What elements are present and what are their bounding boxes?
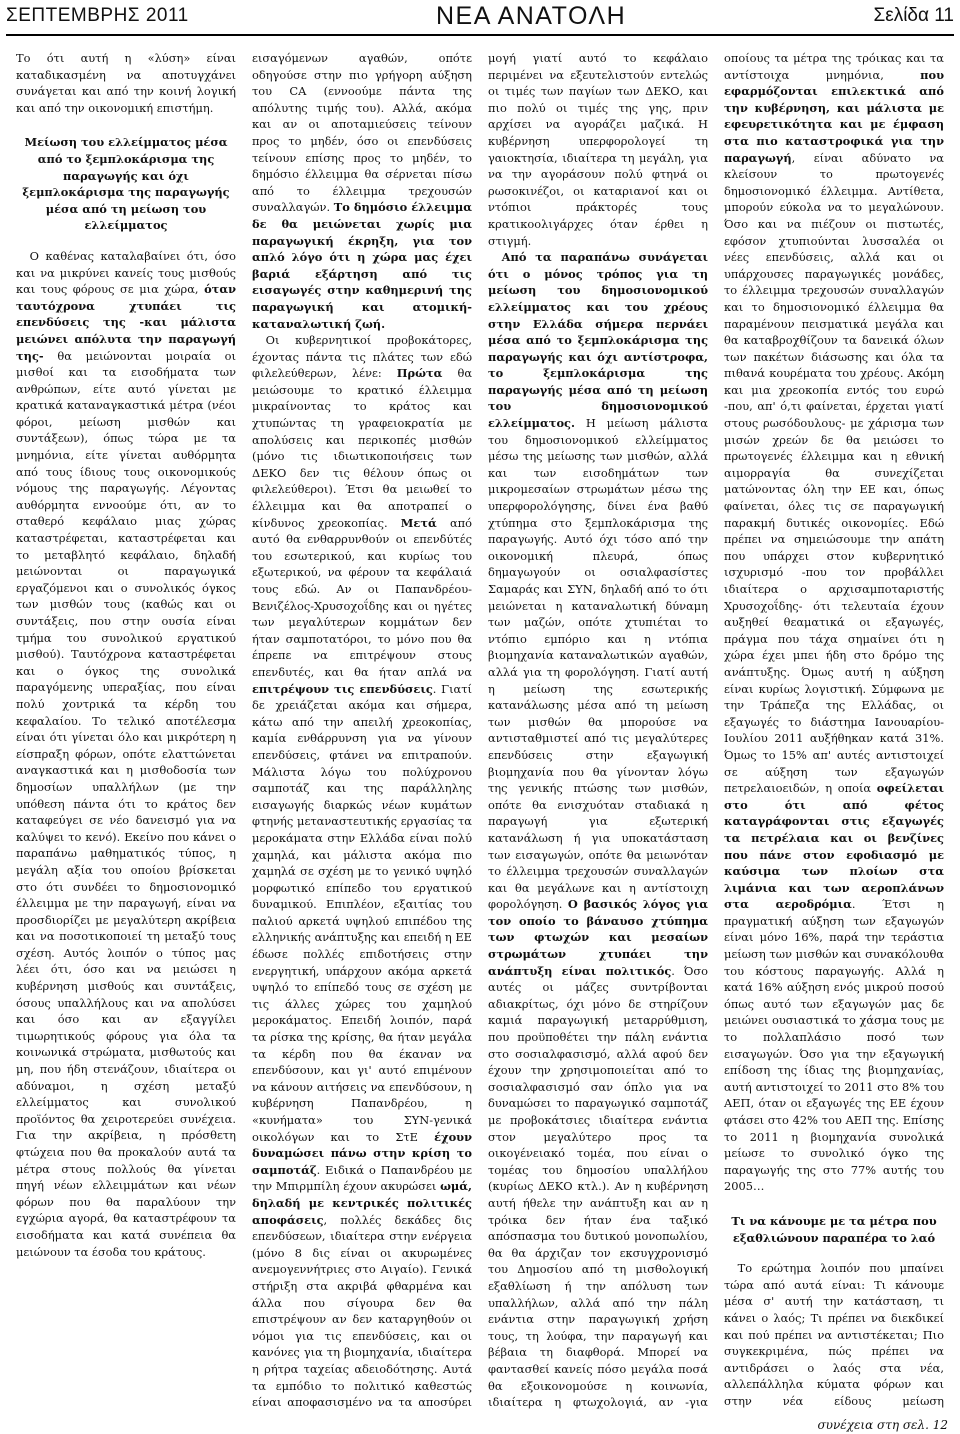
- bold-text: όταν ταυτόχρονα χτυπάει τις επενδύσεις της -και μάλιστα μειώνει απόλυτα την παραγωγή της-: [16, 282, 236, 363]
- bold-text: Το δημόσιο έλλειμμα δε θα μειώνεται χωρίς μια παραγωγική έκρηξη, για τον απλό λόγο ότι η χώρα μας έχει βαριά εξάρτηση από τις εισαγωγές στην καθημερινή της παραγωγική και ατομική-καταναλωτική ζωή.: [252, 200, 472, 331]
- bold-text: Μετά: [400, 515, 437, 530]
- page-header: [6, 0, 954, 32]
- bold-text: που εφαρμόζονται επιλεκτικά από την κυβέρνηση, και μάλιστα με εφευρετικότητα και με έμφαση στα πιο καταστροφικά για την παραγωγή: [724, 67, 944, 165]
- bold-text: ωμά, δηλαδή με κεντρικές πολιτικές αποφάσεις: [252, 1179, 472, 1227]
- newspaper-title: ΝΕΑ ΑΝΑΤΟΛΗ: [435, 1, 627, 30]
- bold-text: έχουν δυναμώσει πάνω στην κρίση το σαμποτάζ: [252, 1129, 472, 1177]
- bold-text: Πρώτα: [396, 366, 443, 381]
- section-heading: Μείωση του ελλείμματος μέσα από το ξεμπλοκάρισμα της παραγωγής και όχι ξεμπλοκάρισμα της παραγωγής μέσα από τη μείωση του ελλείμματος: [22, 135, 230, 233]
- bold-text: Ο βασικός λόγος για τον οποίο το βάναυσο χτύπημα των φτωχών και μεσαίων στρωμάτων χτυπάει την ανάπτυξη είναι πολιτικός: [488, 897, 708, 978]
- column-1: [8, 50, 244, 1412]
- page-number: Σελίδα 11: [873, 5, 954, 26]
- bold-text: οφείλεται στο ότι από φέτος καταγράφονται στις εξαγωγές τα πετρέλαια και οι βενζίνες που πάνε στον εφοδιασμό με καύσιμα των πλοίων στα λιμάνια και των αεροπλάνων στα αεροδρόμια: [724, 781, 944, 912]
- paragraph: εισαγόμενων αγαθών, οπότε οδηγούσε στην πιο γρήγορη αύξηση του CA (εννοούμε πάντα της απόλυτης τιμής του). Αλλά, ακόμα και αν οι αποταμιεύσεις τείνουν προς το μηδέν, όσο οι επενδύσεις τείνουν επίσης προς το μηδέν, το δημόσιο έλλειμμα θα σέρνεται πίσω από το έλλειμμα τρεχουσών συναλλαγών. Το δημόσιο έλλειμμα δε θα μειώνεται χωρίς μια παραγωγική έκρηξη, για τον απλό λόγο ότι η χώρα μας έχει βαριά εξάρτηση από τις εισαγωγές στην καθημερινή της παραγωγική και ατομική-καταναλωτική ζωή.: [252, 51, 472, 331]
- paragraph: Το ότι αυτή η «λύση» είναι καταδικασμένη να αποτυγχάνει συνάγεται και από την κοινή λογική και από την οικονομική επιστήμη.: [16, 51, 236, 115]
- continued-note: συνέχεια στη σελ. 12: [817, 1418, 948, 1432]
- header-rule: [6, 34, 954, 36]
- issue-date: ΣΕΠΤΕΜΒΡΗΣ 2011: [6, 5, 189, 26]
- article-body: [8, 50, 952, 1412]
- paragraph: οποίους τα μέτρα της τρόικας και τα αντίστοιχα μνημόνια, που εφαρμόζονται επιλεκτικά από την κυβέρνηση, και μάλιστα με εφευρετικότητα και με έμφαση στα πιο καταστροφικά για την παραγωγή, είναι αδύνατο να κλείσουν το πρωτογενές δημοσιονομικό έλλειμμα. Αντίθετα, μπορούν εύκολα να το μεγαλώνουν. Όσο και να πιέζουν οι πιστωτές, εφόσον χτυπιούνται λυσσαλέα οι νέες επενδύσεις, αλλά και οι υπάρχουσες παραγωγικές μονάδες, το έλλειμμα τρεχουσών συναλλαγών και το δημοσιονομικό έλλειμμα θα παραμένουν πεισματικά μεγάλα και θα καταβροχθίζουν τα δανεικά όλων των πακέτων διάσωσης και όλα τα πιθανά κουρέματα του χρέους. Ακόμη και μια χρεοκοπία εντός του ευρώ -που, απ' ό,τι φαίνεται, έρχεται γιατί στους ρωσόδουλους- με χάρισμα των μισών χρεών δε θα μειώσει το πρωτογενές έλλειμμα και η εθνική αιμορραγία θα συνεχίζεται ματώνοντας όλη την ΕΕ και, όπως φαίνεται, όλες τις σε παραγωγική παρακμή δυτικές οικονομίες. Εδώ πρέπει να σημειώσουμε την απάτη που υπάρχει στον κυβερνητικό ισχυρισμό -που τον προβάλλει ιδιαίτερα ο αρχισαμποταριστής Χρυσοχοΐδης- ότι τελευταία έχουν αυξηθεί θεαματικά οι εξαγωγές, πράγμα που τάχα σημαίνει ότι η χώρα έχει μπει ήδη στο δρόμο της ανάπτυξης. Όμως αυτή η αύξηση είναι κυρίως λογιστική. Σύμφωνα με την Τράπεζα της Ελλάδας, οι εξαγωγές το διάστημα Ιανουαρίου-Ιουλίου 2011 αυξήθηκαν κατά 31%. Όμως το 15% απ' αυτές αντιστοιχεί σε αύξηση των εξαγωγών πετρελαιοειδών, η οποία οφείλεται στο ότι από φέτος καταγράφονται στις εξαγωγές τα πετρέλαια και οι βενζίνες που πάνε στον εφοδιασμό με καύσιμα των πλοίων στα λιμάνια και των αεροπλάνων στα αεροδρόμια. Έτσι η πραγματική αύξηση των εξαγωγών είναι μόνο 16%, παρά την τεράστια μείωση των μισθών και συνακόλουθα του κόστους παραγωγής. Αλλά η κατά 16% αύξηση ενός μικρού ποσού όπως αυτό των εξαγωγών μας δε μειώνει ουσιαστικά το χάσμα τους με το πολλαπλάσιο ποσό των εισαγωγών. Όσο για την εξαγωγική επίδοση της ίδιας της βιομηχανίας, αυτή αντιστοιχεί το 2011 στο 8% του ΑΕΠ, όταν οι εξαγωγές της ΕΕ έχουν φτάσει στο 42% του ΑΕΠ της. Επίσης το 2011 η βιομηχανία συνολικά μείωσε το συνολικό όγκο της παραγωγής της στο 77% αυτής του 2005…: [724, 51, 945, 1194]
- bold-text: επιτρέψουν τις επενδύσεις: [252, 681, 433, 696]
- paragraph: Ο καθένας καταλαβαίνει ότι, όσο και να μικρύνει κανείς τους μισθούς και τους φόρους σε μια χώρα, όταν ταυτόχρονα χτυπάει τις επενδύσεις της -και μάλιστα μειώνει απόλυτα την παραγωγή της- θα μειώνονται μοιραία οι μισθοί και τα εισοδήματα των ανθρώπων, είτε αυτό γίνεται με κρατικά καταναγκαστικά μέτρα (νέοι φόροι, μείωση μισθών και συντάξεων), όπως τώρα με τα μνημόνια, είτε γίνεται αυθόρμητα από τους ίδιους τους οικονομικούς νόμους της παραγωγής. Λέγοντας αυθόρμητα εννοούμε ότι, αν το σταθερό κεφάλαιο μιας χώρας καταστρέφεται, καταστρέφεται και το μεταβλητό κεφάλαιο, δηλαδή μειώνονται οι παραγωγικά εργαζόμενοι και ο συνολικός όγκος των μισθών τους (καθώς και οι συντάξεις, που στην ουσία είναι τμήμα του συνολικού εργατικού μισθού). Ταυτόχρονα καταστρέφεται και ο όγκος της συνολικά παραγόμενης υπεραξίας, που είναι πολύ χοντρικά τα κέρδη του κεφαλαίου. Το τελικό αποτέλεσμα είναι ότι γίνεται όλο και μικρότερη η είσπραξη φόρων, οπότε ελαττώνεται αναγκαστικά και η μισθοδοσία των δημοσίων υπαλλήλων (με την υπόθεση πάντα ότι το κράτος δεν καταφεύγει σε νέο δανεισμό για να καλύψει το κενό). Εκείνο που κάνει ο παραπάνω μαθηματικός τύπος, η μεγάλη αξία του οποίου βρίσκεται στο ότι συνδέει το δημοσιονομικό έλλειμμα με την παραγωγή, είναι να προσδιορίζει με μεγαλύτερη ακρίβεια και να ποσοτικοποιεί τη μεταξύ τους σχέση. Αυτός λοιπόν ο τύπος μας λέει ότι, όσο και να μειώσει η κυβέρνηση μισθούς και συντάξεις, όσους υπαλλήλους και να απολύσει και όσο και αν εξαγγίλει τιμωρητικούς φόρους για όλα τα κοινωνικά στρώματα, μισθωτούς και μη, που ήδη στενάζουν, ιδιαίτερα οι αδύναμοι, η σχέση μεταξύ ελλείμματος και συνολικού προϊόντος θα χειροτερεύει συνέχεια. Για την ακρίβεια, η πρόσθετη φτώχεια που θα προκαλούν αυτά τα μέτρα στους πολλούς θα γίνεται πηγή νέων ελλειμμάτων και νέων φόρων που θα παραλύουν την εγχώρια αγορά, θα καταστρέφουν τα εισοδήματα και κατά συνέπεια θα μειώνουν τα έσοδα του κράτους.: [16, 248, 236, 1259]
- column-2: [244, 50, 480, 1412]
- paragraph: Το ερώτημα λοιπόν που μπαίνει τώρα από αυτά είναι: Τι κάνουμε μέσα σ' αυτή την κατάσταση, τι κάνει ο λαός; Τι πρέπει να διεκδικεί και πού πρέπει να αντιστέκεται; Πιο συγκεκριμένα, πώς πρέπει να αντιδράσει ο λαός στα νέα, αλλεπάλληλα κύματα φόρων και στην νέα είδους μείωση: [724, 1261, 944, 1408]
- paragraph: Από τα παραπάνω συνάγεται ότι ο μόνος τρόπος για τη μείωση του δημοσιονομικού ελλείμματος και του χρέους στην Ελλάδα σήμερα περνάει μέσα από το ξεμπλοκάρισμα της παραγωγής και όχι αντίστροφα, το ξεμπλοκάρισμα της παραγωγής μέσα από τη μείωση του δημοσιονομικού ελλείμματος. Η μείωση μάλιστα του δημοσιονομικού ελλείμματος μέσω της μείωσης των μισθών, αλλά και των εισοδημάτων των μικρομεσαίων στρωμάτων μέσω της υπερφορολόγησης, δίνει ένα βαθύ χτύπημα στο ξεμπλοκάρισμα της παραγωγής. Αυτό όχι τόσο από την οικονομική πλευρά, όπως δημαγωγούν οι οσιαλφασίστες Σαμαράς και ΣΥΝ, δηλαδή από το ότι μειώνεται η καταναλωτική δύναμη των μαζών, οπότε χτυπιέται το ντόπιο εμπόριο και η ντόπια βιομηχανία καταναλωτικών αγαθών, αλλά για τη φορολόγηση. Γιατί αυτή η μείωση της εσωτερικής κατανάλωσης μέσα από τη μείωση των μισθών θα μπορούσε να αντισταθμιστεί από τις μεγαλύτερες επενδύσεις στην εξαγωγική βιομηχανία που θα γίνονταν λόγω της γενικής πτώσης των μισθών, οπότε θα ενισχυόταν σταδιακά η παραγωγή για εξωτερική κατανάλωση ή για υποκατάσταση των εισαγωγών, οπότε θα μειωνόταν το έλλειμμα τρεχουσών συναλλαγών και θα μεγάλωνε και η αντίστοιχη φορολόγηση. Ο βασικός λόγος για τον οποίο το βάναυσο χτύπημα των φτωχών και μεσαίων στρωμάτων χτυπάει την ανάπτυξη είναι πολιτικός. Όσο αυτές οι μάζες συντρίβονται αδιακρίτως, όχι μόνο δε στηρίζουν καμιά παραγωγική μεταρρύθμιση, που προϋποθέτει την πάλη ενάντια στο σοσιαλφασισμό, αλλά αφού δεν έχουν την χρησιμοποιείται από το σοσιαλφασισμό σαν όπλο για να δυναμώσει το παραγωγικό σαμποτάζ με προβοκάτσιες ιδιαίτερα ενάντια στον μεγαλύτερο προς τα οικογένειακό τομέα, που είναι ο τομέας του δημοσίου υπαλλήλου (κυρίως ΔΕΚΟ κτλ.). Αν η κυβέρνηση αυτή ήθελε την ανάπτυξη και αν η τρόικα δεν ήταν ένα ταξικό απόσπασμα του δυτικού μονοπωλίου, θα θα άρχιζαν τον εκσυγχρονισμό του Δημοσίου από τη μισθολογική εξαθλίωση ή την απόλυση των υπαλλήλων, αλλά από την πάλη ενάντια στην παραγωγική χρήση τους, τη λούφα, την παραγωγή και βέβαια τη διαφθορά. Μπορεί να φαντασθεί κανείς πόσο μεγάλα ποσά θα εξοικονομούσε η κοινωνία, ιδιαίτερα η φτωχολογιά, αν -για: [488, 250, 708, 1410]
- paragraph: μογή γιατί αυτό το κεφάλαιο περιμένει να εξευτελιστούν εντελώς οι τιμές των παγίων των ΔΕΚΟ, και πιο πολύ οι τιμές της γης, πριν αρχίσει να αγοράζει μαζικά. Η κυβέρνηση υπερφορολογεί τη γαιοκτησία, ιδιαίτερα τη μεγάλη, για να την αγοράσουν πολύ φτηνά οι ρωσοκινέζοι, οι καταριανοί και οι ντόπιοι πράκτορές τους κρατικοολιγάρχες όταν έρθει η στιγμή.: [488, 51, 708, 248]
- column-3: [480, 50, 716, 1412]
- paragraph: Οι κυβερνητικοί προβοκάτορες, έχοντας πάντα τις πλάτες των εδώ φιλελεύθερων, λένε: Πρώτα θα μειώσουμε το κρατικό έλλειμμα μικραίνοντας το κράτος και χτυπώντας τη γραφειοκρατία με απολύσεις και περικοπές μισθών (μόνο τις ιδιωτικοποιήσεις των ΔΕΚΟ δεν τις θέλουν όπως οι φιλελεύθεροι). Έτσι θα μειωθεί το έλλειμμα και θα αποτραπεί ο κίνδυνος χρεοκοπίας. Μετά από αυτό θα ενθαρρυνθούν οι επενδύτές του εσωτερικού, και κυρίως του εξωτερικού, να φέρουν τα κεφάλαιά τους εδώ. Αν οι Παπανδρέου-Βενιζέλος-Χρυσοχοΐδης και οι ηγέτες των μεγαλύτερων κομμάτων δεν ήταν σαμποτατόροι, το μόνο που θα έπρεπε να επιτρέψουν στους επενδυτές, και θα ήταν απλά να επιτρέψουν τις επενδύσεις. Γιατί δε χρειάζεται ακόμα και σήμερα, κάτω από την απειλή χρεοκοπίας, καμία ενθάρρυνση για να γίνουν επενδύσεις, φτάνει να επιτραπούν. Μάλιστα λόγω του πολύχρονου σαμποτάζ και της παράλληλης εισαγωγής διαρκώς νέων κυμάτων φτηνής μεταναστευτικής εργασίας τα μεροκάματα στην Ελλάδα είναι πολύ χαμηλά, και μάλιστα ακόμα πιο χαμηλά σε σχέση με το γενικό υψηλό μορφωτικό επίπεδο του εργατικού δυναμικού. Επιπλέον, εξαιτίας του παλιού αρκετά υψηλού επιπέδου της ελληνικής ανάπτυξης και επειδή η ΕΕ έδωσε πολλές επιδοτήσεις στην ενεργητική, υπάρχουν ακόμα αρκετά υψηλό το επίπεδό τους σε σχέση με τις άλλες χώρες του χαμηλού μεροκάματος. Επειδή λοιπόν, παρά τα ρίσκα της κρίσης, θα ήταν μεγάλα τα κέρδη που θα έκαναν να επενδύσουν, και γι' αυτό επιμένουν να κάνουν αιτήσεις να επενδύσουν, η κυβέρνηση Παπανδρέου, η «κυνήματα» του ΣΥΝ-γενικά οικολόγων και το ΣτΕ έχουν δυναμώσει πάνω στην κρίση το σαμποτάζ. Ειδικά ο Παπανδρέου με την Μπιρμπίλη έχουν ακυρώσει ωμά, δηλαδή με κεντρικές πολιτικές αποφάσεις, πολλές δεκάδες δις επενδύσεων, ιδιαίτερα στην ενέργεια (μόνο 8 δις είναι οι ακυρωμένες ανεμογεννήτριες στο Αιγαίο). Γενικά στήριξη στα ακριβά φθαρμένα και άλλα που σίγουρα δεν θα επιστρέψουν αν δεν καταργηθούν οι νόμοι για τις επενδύσεις, και οι κανόνες για τη βιομηχανία, ιδιαίτερα η ρήτρα ταχείας αδειοδότησης. Αυτά τα εμπόδιο το πολιτικό καθεστώς είναι αποφασισμένο να τα αποσύρει: [252, 333, 473, 1410]
- column-4: [716, 50, 952, 1412]
- bold-text: Από τα παραπάνω συνάγεται ότι ο μόνος τρόπος για τη μείωση του δημοσιονομικού ελλείμματος και του χρέους στην Ελλάδα σήμερα περνάει μέσα από το ξεμπλοκάρισμα της παραγωγής και όχι αντίστροφα, το ξεμπλοκάρισμα της παραγωγής μέσα από τη μείωση του δημοσιονομικού ελλείμματος.: [488, 250, 708, 431]
- section-heading: Τι να κάνουμε με τα μέτρα που εξαθλιώνουν παραπέρα το λαό: [731, 1213, 937, 1245]
